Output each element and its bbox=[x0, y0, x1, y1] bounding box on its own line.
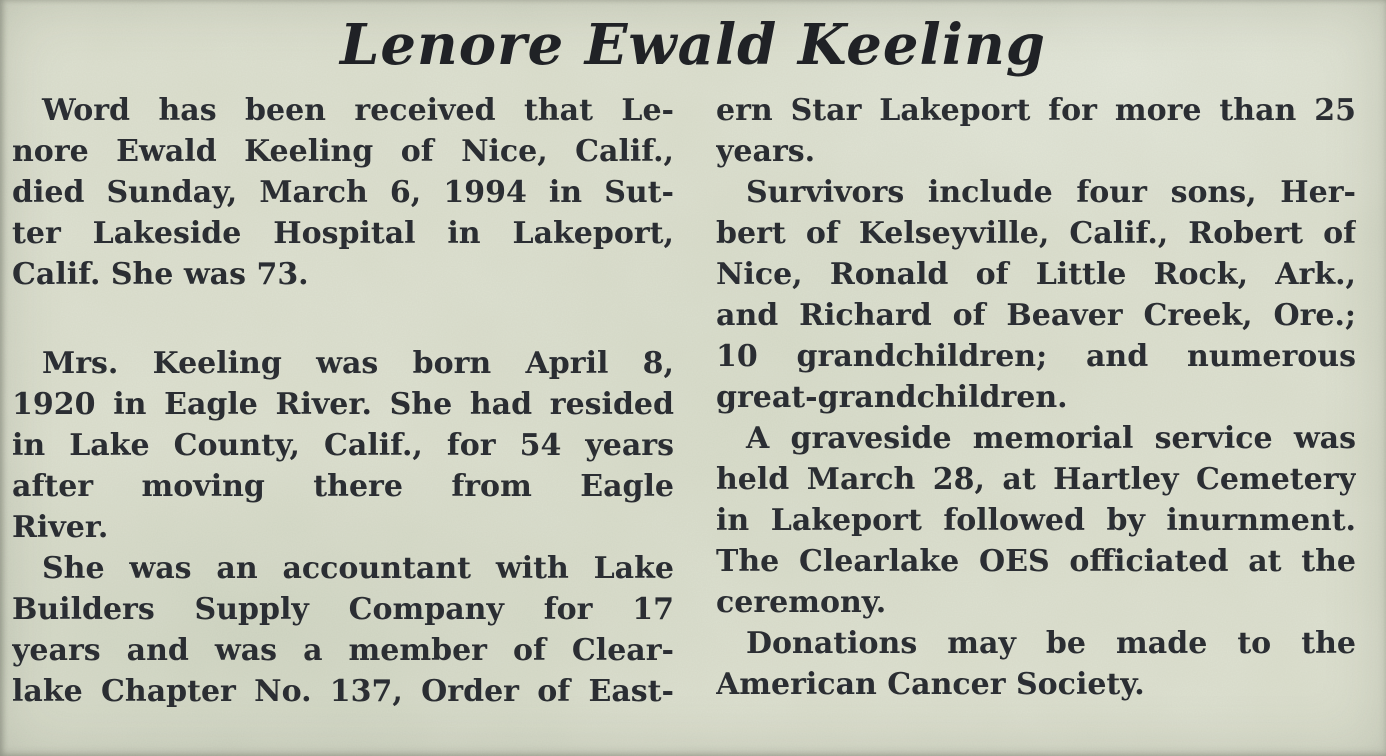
text-line: after moving there from Eagle bbox=[12, 469, 674, 504]
paragraph bbox=[716, 90, 1356, 172]
text-line: 10 grandchildren; and numerous bbox=[716, 339, 1356, 374]
text-line: bert of Kelseyville, Calif., Robert of bbox=[716, 216, 1356, 251]
text-line: ceremony. bbox=[716, 585, 887, 620]
text-line: Mrs. Keeling was born April 8, bbox=[42, 346, 674, 381]
article bbox=[0, 6, 1386, 712]
column-left bbox=[12, 90, 674, 712]
text-line: in Lakeport followed by inurnment. bbox=[716, 503, 1356, 538]
text-line: A graveside memorial service was bbox=[746, 421, 1356, 456]
text-line: lake Chapter No. 137, Order of East- bbox=[12, 674, 674, 709]
paragraph bbox=[12, 90, 674, 295]
paragraph bbox=[716, 172, 1356, 418]
text-line: River. bbox=[12, 510, 109, 545]
text-line: Donations may be made to the bbox=[746, 626, 1356, 661]
text-line: years. bbox=[716, 134, 816, 169]
text-line: and Richard of Beaver Creek, Ore.; bbox=[716, 298, 1356, 333]
article-columns bbox=[0, 86, 1386, 712]
text-line: nore Ewald Keeling of Nice, Calif., bbox=[12, 134, 674, 169]
text-line: She was an accountant with Lake bbox=[42, 551, 674, 586]
text-line: died Sunday, March 6, 1994 in Sut- bbox=[12, 175, 674, 210]
paragraph bbox=[12, 548, 674, 712]
text-line: Survivors include four sons, Her- bbox=[746, 175, 1356, 210]
paragraph bbox=[716, 623, 1356, 705]
text-line: 1920 in Eagle River. She had resided bbox=[12, 387, 674, 422]
obituary-headline: Lenore Ewald Keeling bbox=[340, 12, 1046, 78]
text-line: Word has been received that Le- bbox=[42, 93, 674, 128]
text-line: great-grandchildren. bbox=[716, 380, 1068, 415]
column-right bbox=[716, 90, 1356, 712]
paragraph bbox=[12, 343, 674, 548]
text-line: Calif. She was 73. bbox=[12, 257, 309, 292]
text-line: in Lake County, Calif., for 54 years bbox=[12, 428, 674, 463]
text-line: American Cancer Society. bbox=[716, 667, 1145, 702]
text-line: Nice, Ronald of Little Rock, Ark., bbox=[716, 257, 1356, 292]
text-line: ter Lakeside Hospital in Lakeport, bbox=[12, 216, 674, 251]
text-line: ern Star Lakeport for more than 25 bbox=[716, 93, 1356, 128]
text-line: years and was a member of Clear- bbox=[12, 633, 674, 668]
paragraph bbox=[716, 418, 1356, 623]
text-line: Builders Supply Company for 17 bbox=[12, 592, 674, 627]
text-line: held March 28, at Hartley Cemetery bbox=[716, 462, 1356, 497]
text-line: The Clearlake OES officiated at the bbox=[716, 544, 1356, 579]
